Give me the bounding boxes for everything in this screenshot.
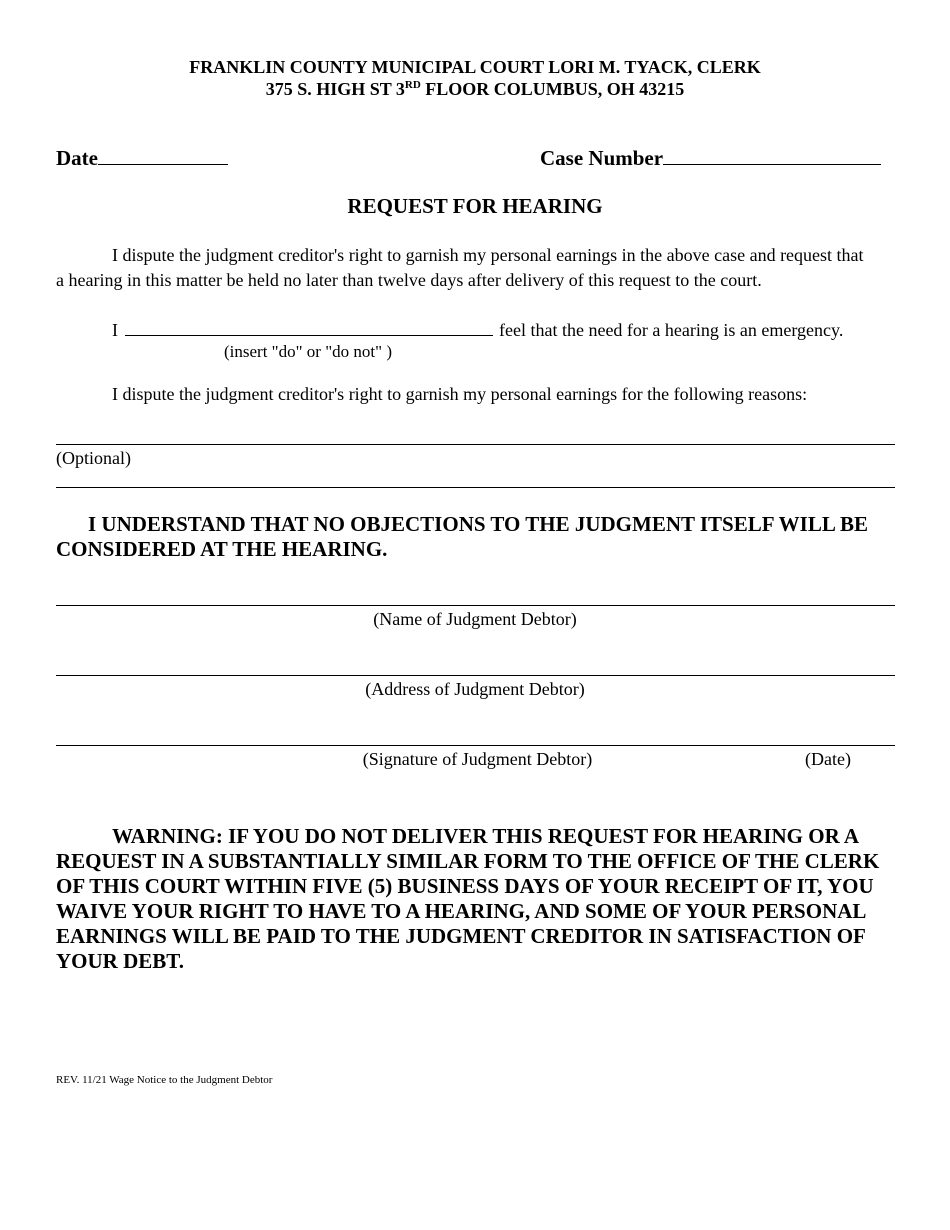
- case-number-blank[interactable]: [663, 144, 881, 165]
- reasons-line-1[interactable]: [56, 444, 895, 445]
- case-number-label: Case Number: [540, 146, 664, 170]
- signature-line[interactable]: [56, 745, 895, 746]
- dispute-paragraph-line1: I dispute the judgment creditor's right to garnish my personal earnings in the above case and request that: [112, 245, 864, 265]
- reasons-line-2[interactable]: [56, 487, 895, 488]
- revision-footer: REV. 11/21 Wage Notice to the Judgment Debtor: [56, 1074, 273, 1086]
- court-name-heading: FRANKLIN COUNTY MUNICIPAL COURT LORI M. TYACK, CLERK: [189, 57, 761, 77]
- dispute-paragraph-line2: a hearing in this matter be held no later than twelve days after delivery of this request to the court.: [56, 270, 762, 290]
- address-caption: (Address of Judgment Debtor): [365, 679, 585, 699]
- address-line[interactable]: [56, 675, 895, 676]
- address-street: 375 S. HIGH ST 3: [265, 79, 405, 99]
- emergency-hint: (insert "do" or "do not" ): [224, 342, 392, 361]
- objections-notice: I UNDERSTAND THAT NO OBJECTIONS TO THE JUDGMENT ITSELF WILL BE CONSIDERED AT THE HEARING.: [56, 512, 868, 561]
- date-label: Date: [56, 146, 98, 170]
- signature-date-caption: (Date): [805, 749, 851, 769]
- court-address-heading: [0, 78, 950, 100]
- optional-label: (Optional): [56, 448, 131, 468]
- case-number-field: [540, 144, 881, 171]
- name-line[interactable]: [56, 605, 895, 606]
- warning-notice: WARNING: IF YOU DO NOT DELIVER THIS REQUEST FOR HEARING OR A REQUEST IN A SUBSTANTIALLY SIMILAR FORM TO THE OFFICE OF THE CLERK OF THIS COURT WITHIN FIVE (5) BUSINESS DAYS OF YOUR RECEIPT OF IT, YOU WAIVE YOUR RIGHT TO HAVE TO A HEARING, AND SOME OF YOUR PERSONAL EARNINGS WILL BE PAID TO THE JUDGMENT CREDITOR IN SATISFACTION OF YOUR DEBT.: [56, 824, 880, 973]
- address-city: FLOOR COLUMBUS, OH 43215: [420, 79, 685, 99]
- signature-caption: (Signature of Judgment Debtor): [362, 749, 593, 769]
- emergency-pronoun: I: [112, 320, 118, 340]
- reasons-intro: I dispute the judgment creditor's right to garnish my personal earnings for the following reasons:: [112, 384, 808, 404]
- date-blank[interactable]: [98, 144, 228, 165]
- form-title: REQUEST FOR HEARING: [347, 194, 603, 218]
- date-field: [56, 144, 228, 171]
- emergency-statement: [112, 317, 843, 343]
- address-floor-suffix: RD: [404, 79, 421, 91]
- emergency-blank[interactable]: [125, 317, 493, 336]
- name-caption: (Name of Judgment Debtor): [373, 609, 577, 629]
- emergency-text: feel that the need for a hearing is an emergency.: [499, 320, 844, 340]
